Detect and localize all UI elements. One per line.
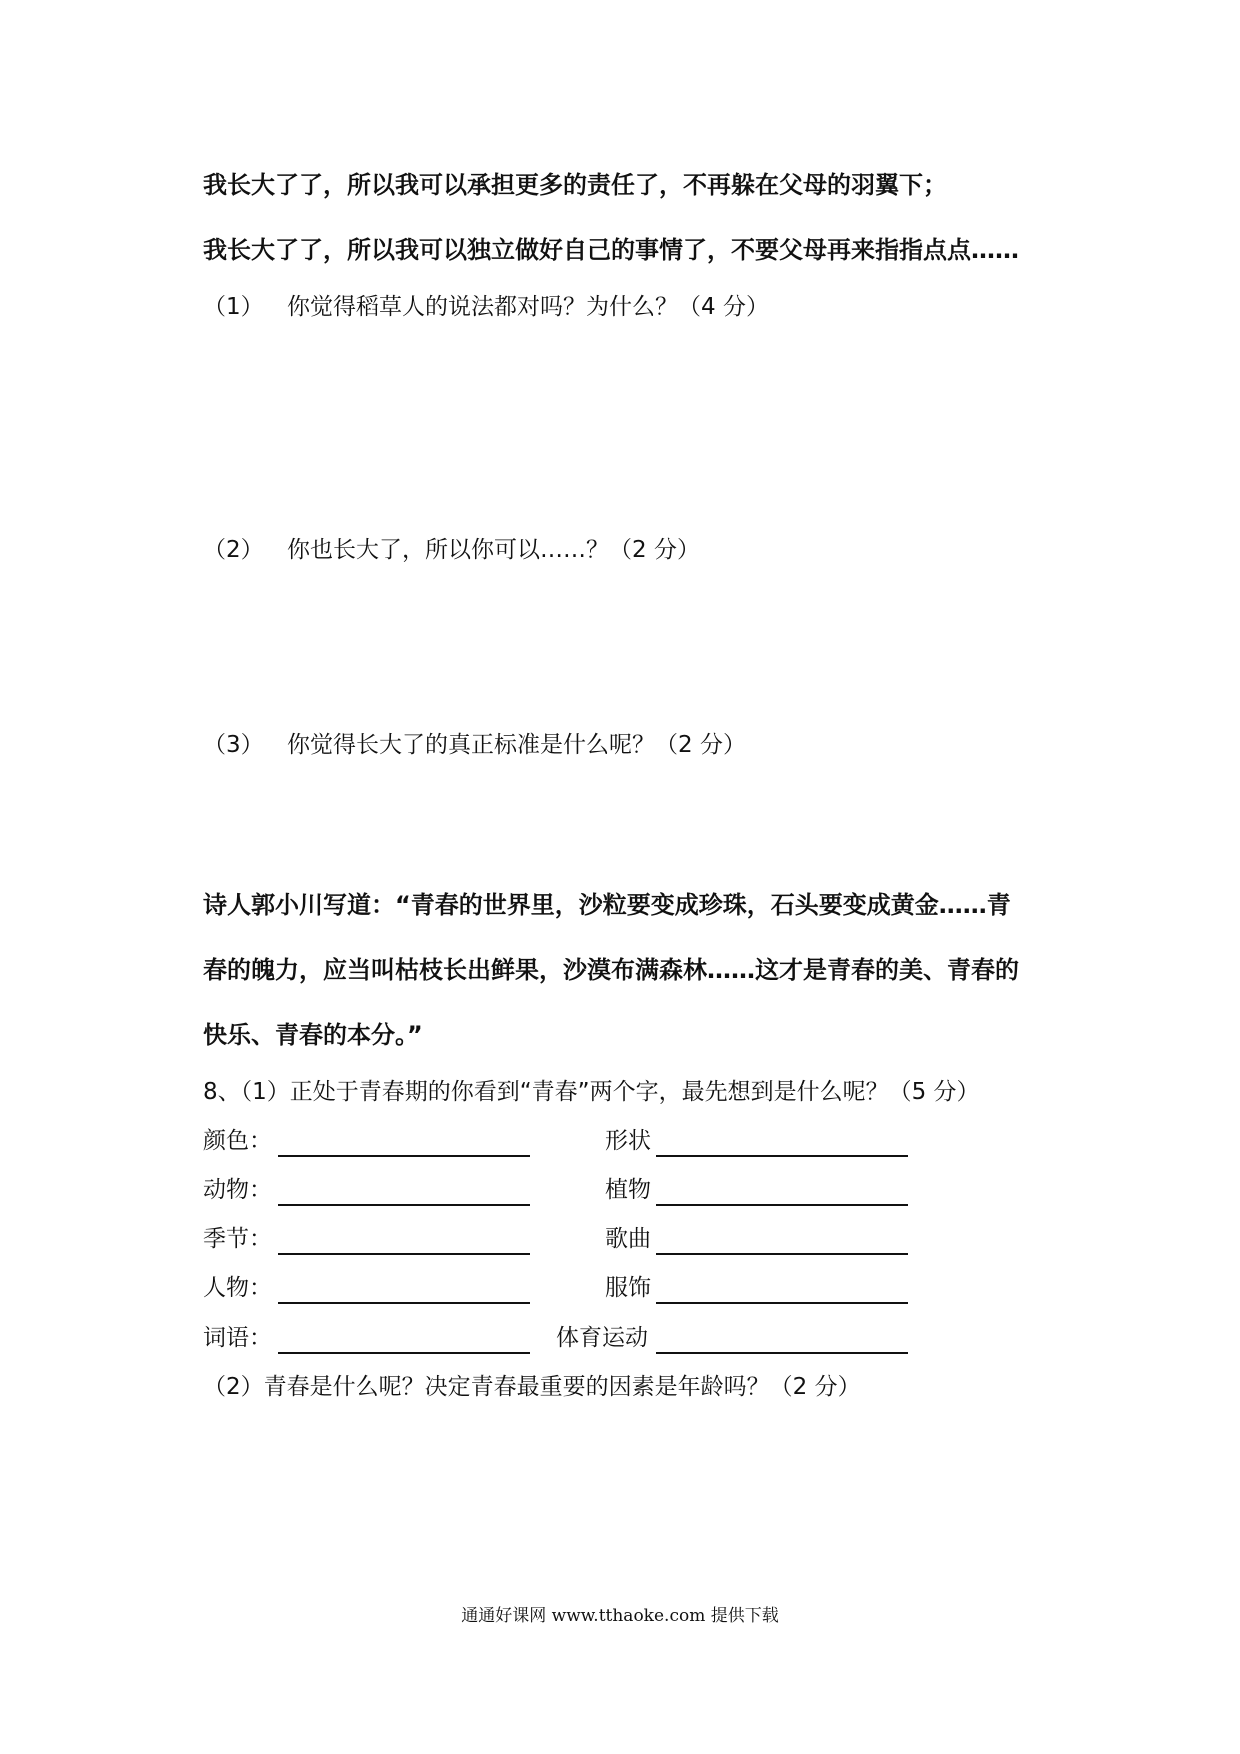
- blank-person[interactable]: [278, 1302, 530, 1304]
- field-label-color: 颜色：: [203, 1128, 272, 1154]
- blank-words[interactable]: [278, 1352, 530, 1354]
- blank-song[interactable]: [656, 1253, 908, 1255]
- question-2-number: （2）: [203, 537, 264, 563]
- blank-sport[interactable]: [656, 1352, 908, 1354]
- field-label-person: 人物：: [203, 1275, 272, 1301]
- question-3-text: 你觉得长大了的真正标准是什么呢？（2 分）: [287, 732, 746, 758]
- question-3: [203, 730, 746, 760]
- text-line-2: 我长大了了，所以我可以独立做好自己的事情了，不要父母再来指指点点……: [203, 236, 1019, 264]
- poem-line-3: 快乐、青春的本分。”: [203, 1021, 423, 1049]
- blank-season[interactable]: [278, 1253, 530, 1255]
- question-1-text: 你觉得稻草人的说法都对吗？为什么？（4 分）: [287, 294, 769, 320]
- blank-plant[interactable]: [656, 1204, 908, 1206]
- field-label-clothing: 服饰: [605, 1275, 651, 1301]
- question-1: [203, 292, 769, 322]
- field-label-words: 词语：: [203, 1325, 272, 1351]
- question-1-number: （1）: [203, 294, 264, 320]
- field-label-animal: 动物：: [203, 1177, 272, 1203]
- text-line-1: 我长大了了，所以我可以承担更多的责任了，不再躲在父母的羽翼下；: [203, 171, 947, 199]
- footer-credit: 通通好课网 www.tthaoke.com 提供下载: [461, 1606, 779, 1626]
- question-8-sub-2: （2）青春是什么呢？决定青春最重要的因素是年龄吗？（2 分）: [203, 1374, 861, 1400]
- question-8-title: 8、（1）正处于青春期的你看到“青春”两个字，最先想到是什么呢？（5 分）: [203, 1079, 980, 1105]
- field-label-sport: 体育运动: [556, 1325, 648, 1351]
- blank-shape[interactable]: [656, 1155, 908, 1157]
- field-label-shape: 形状: [605, 1128, 651, 1154]
- question-2-text: 你也长大了，所以你可以……？（2 分）: [287, 537, 700, 563]
- question-2: [203, 535, 700, 565]
- blank-animal[interactable]: [278, 1204, 530, 1206]
- poem-line-2: 春的魄力，应当叫枯枝长出鲜果，沙漠布满森林……这才是青春的美、青春的: [203, 956, 1019, 984]
- field-label-plant: 植物: [605, 1177, 651, 1203]
- field-label-season: 季节：: [203, 1226, 272, 1252]
- blank-clothing[interactable]: [656, 1302, 908, 1304]
- poem-line-1: 诗人郭小川写道：“青春的世界里，沙粒要变成珍珠，石头要变成黄金……青: [203, 891, 1011, 919]
- blank-color[interactable]: [278, 1155, 530, 1157]
- question-3-number: （3）: [203, 732, 264, 758]
- field-label-song: 歌曲: [605, 1226, 651, 1252]
